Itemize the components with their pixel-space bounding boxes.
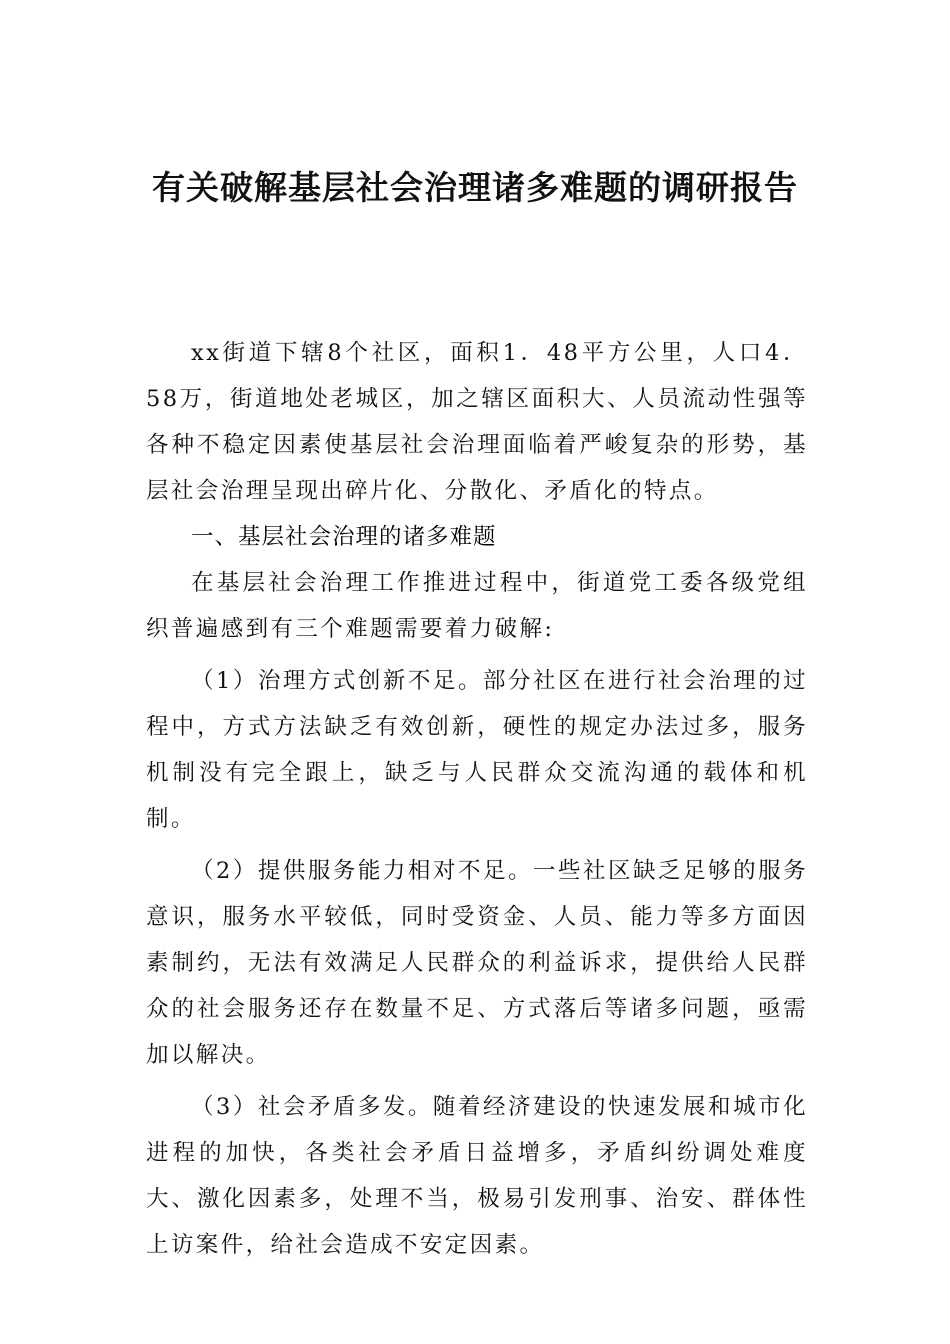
problem-3-paragraph: （3）社会矛盾多发。随着经济建设的快速发展和城市化进程的加快，各类社会矛盾日益增多，矛盾纠纷调处难度大、激化因素多，处理不当，极易引发刑事、治安、群体性上访案件，给社会造成不安定因素。: [146, 1094, 808, 1258]
problem-1-paragraph: （1）治理方式创新不足。部分社区在进行社会治理的过程中，方式方法缺乏有效创新，硬性的规定办法过多，服务机制没有完全跟上，缺乏与人民群众交流沟通的载体和机制。: [146, 668, 808, 832]
section-heading: 一、基层社会治理的诸多难题: [191, 524, 497, 550]
problem-2-paragraph: （2）提供服务能力相对不足。一些社区缺乏足够的服务意识，服务水平较低，同时受资金、人员、能力等多方面因素制约，无法有效满足人民群众的利益诉求，提供给人民群众的社会服务还存在数量不足、方式落后等诸多问题，亟需加以解决。: [146, 858, 808, 1068]
section-intro-paragraph: 在基层社会治理工作推进过程中，街道党工委各级党组织普遍感到有三个难题需要着力破解:: [146, 570, 808, 642]
document-body: [146, 330, 808, 1268]
document-title: 有关破解基层社会治理诸多难题的调研报告: [152, 168, 798, 207]
intro-paragraph: xx街道下辖8个社区，面积1．48平方公里，人口4．58万，街道地处老城区，加之辖区面积大、人员流动性强等各种不稳定因素使基层社会治理面临着严峻复杂的形势，基层社会治理呈现出碎片化、分散化、矛盾化的特点。: [146, 340, 808, 504]
